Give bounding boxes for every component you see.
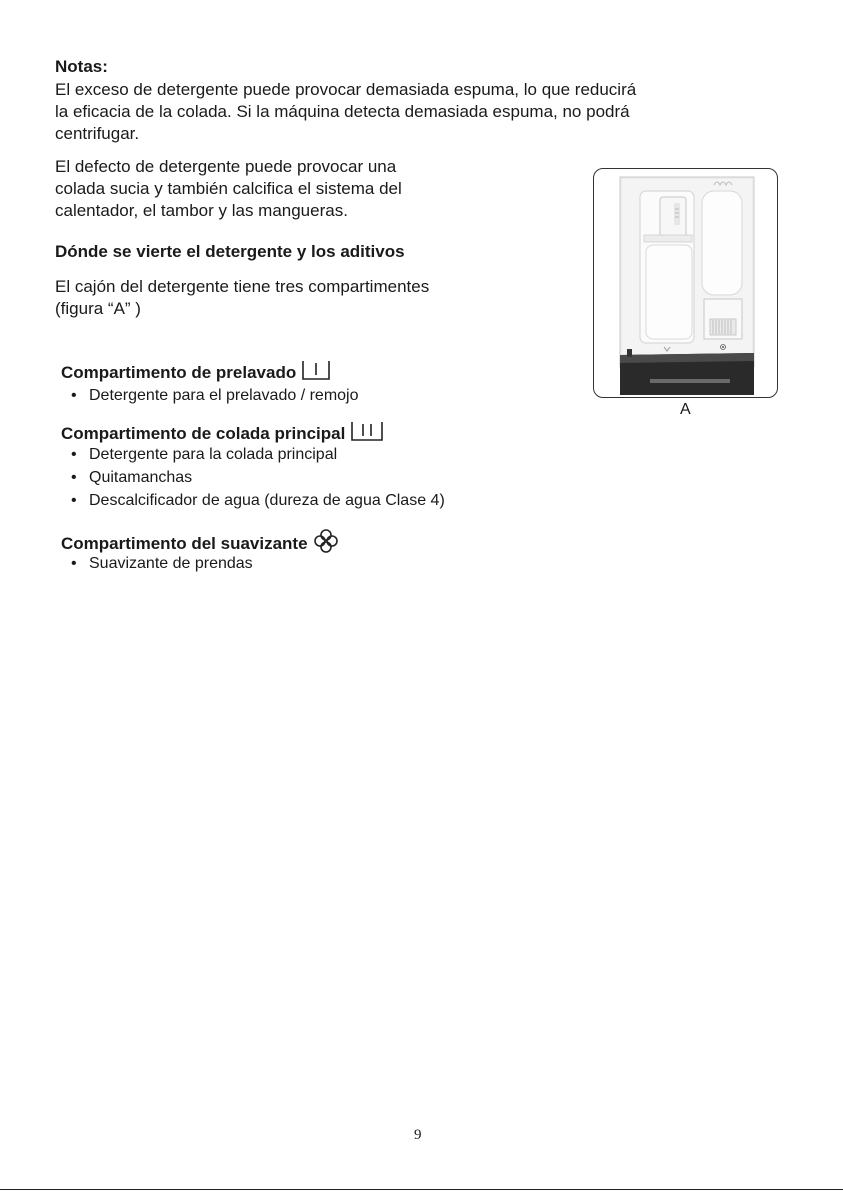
notes-title: Notas: <box>55 57 108 76</box>
notes-paragraph-2 <box>55 156 402 222</box>
list-item: • Suavizante de prendas <box>61 552 253 575</box>
text-line: (figura “A” ) <box>55 299 141 318</box>
compartment-softener-list <box>61 552 253 575</box>
compartment-main-list <box>61 443 445 512</box>
compartment-title-text: Compartimento del suavizante <box>61 534 308 553</box>
text-line: El cajón del detergente tiene tres compartimentes <box>55 277 430 296</box>
compartment-title-text: Compartimento de colada principal <box>61 424 346 443</box>
text-line: la eficacia de la colada. Si la máquina detecta demasiada espuma, no podrá <box>55 102 630 121</box>
text-line: El exceso de detergente puede provocar demasiada espuma, lo que reducirá <box>55 80 637 99</box>
footer-divider <box>0 1189 843 1190</box>
notes-paragraph-1 <box>55 79 636 145</box>
prewash-symbol-icon <box>301 359 331 387</box>
text-line: colada sucia y también calcifica el sistema del <box>55 179 402 198</box>
text-line: El defecto de detergente puede provocar una <box>55 157 397 176</box>
page-number: 9 <box>414 1127 422 1143</box>
compartment-title-text: Compartimento de prelavado <box>61 363 297 382</box>
section-heading: Dónde se vierte el detergente y los aditivos <box>55 242 405 261</box>
list-item: • Detergente para el prelavado / remojo <box>61 384 359 407</box>
detergent-drawer-illustration <box>594 169 777 397</box>
text-line: centrifugar. <box>55 124 140 143</box>
compartment-prewash-list <box>61 384 359 407</box>
figure-detergent-drawer <box>593 168 778 398</box>
flower-softener-icon <box>313 528 339 560</box>
list-item: • Detergente para la colada principal <box>61 443 445 466</box>
list-item: • Descalcificador de agua (dureza de agua Clase 4) <box>61 489 445 512</box>
text-line: calentador, el tambor y las mangueras. <box>55 201 348 220</box>
section-intro <box>55 276 429 320</box>
figure-caption: A <box>680 401 691 418</box>
list-item: • Quitamanchas <box>61 466 445 489</box>
compartment-prewash-title <box>61 359 331 387</box>
